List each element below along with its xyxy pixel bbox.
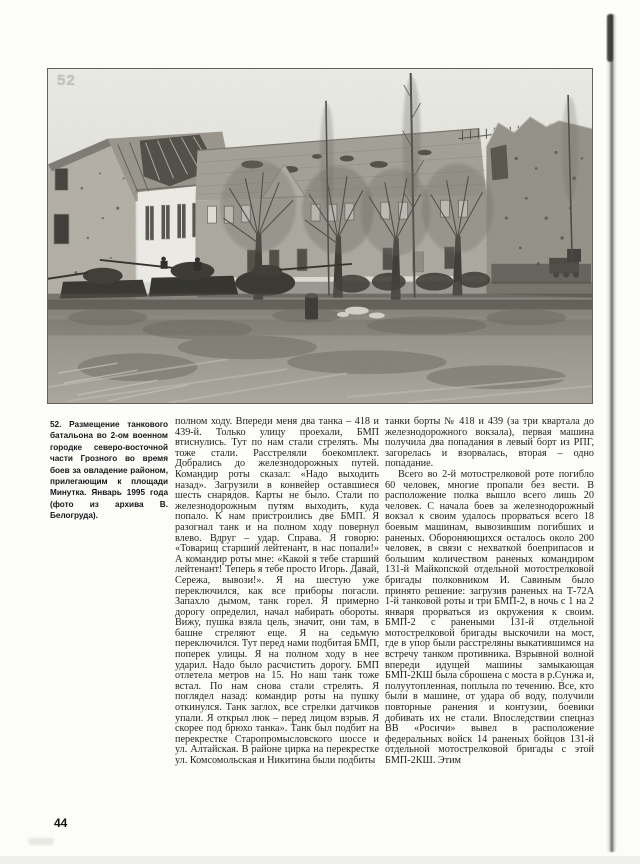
page-edge-shadow-top: [607, 14, 613, 62]
scan-smudge: [28, 838, 54, 845]
war-photo: [47, 68, 593, 404]
body-column-left: [175, 417, 379, 767]
page-edge-shadow: [606, 14, 617, 852]
page-number: 44: [54, 816, 68, 830]
film-grain-overlay: [48, 69, 592, 403]
body-column-right: [385, 417, 594, 767]
photo-caption: 52. Размещение танкового батальона во 2-ом военном городке северо-восточной части Грозного во время боев за овладение районом, прилегающим к площади Минутка. Январь 1995 года (фото из архива В. Белогруда).: [50, 420, 168, 521]
scan-bottom-edge: [0, 856, 640, 864]
photo-number-stamp: 52: [57, 72, 76, 89]
paragraph: полном ходу. Впереди меня два танка – 418 и 439-й. Только улицу проехали, БМП втиснулись. Тут по нам стали стрелять. Мы тоже стали. Расстреляли боекомплект. Добрались до железнодорожных путей. Командир роты сказал: «Надо выходить назад». Загрузили в конвейер оставшиеся шесть снарядов. Карты не было. Стали по железнодорожным путям выходить, куда попало. К нам пристроились две БМП. Я разогнал танк и на полном ходу повернул влево. Вдруг – удар. Справа. Я говорю: «Товарищ старший лейтенант, в нас попали!» А командир роты мне: «Какой я тебе старший лейтенант! Теперь я тебе просто Игорь. Давай, Сережа, вывози!». Я на шестую уже переключился, как все приборы погасли. Запахло дымом, танк горел. Я примерно дорогу определил, начал набирать обороты. Вижу, пушка взяла цель, значит, они там, в башне стреляют еще. Я на седьмую переключился. Тут перед нами подбитая БМП, поперек улицы. Я на полном ходу в нее ударил. Надо было расчистить дорогу. БМП отлетела метров на 15. Но наш танк тоже встал. По нам снова стали стрелять. Я поглядел назад: командир роты на пушку откинулся. Танк заглох, все стрелки датчиков упали. Я открыл люк – перед лицом взрыв. Я скорее под брюхо танка». Танк был подбит на перекрестке Старопромысловского шоссе и ул. Алтайская. В районе цирка на перекрестке ул. Комсомольская и Никитина были подбиты: [175, 416, 379, 766]
photo-illustration: [48, 69, 592, 403]
paragraph: танки борты № 418 и 439 (за три квартала до железнодорожного вокзала), первая машина получила два попадания в левый борт из РПГ, загорелась и взорвалась, вторая – одно попадание.: [385, 416, 594, 470]
paragraph: Всего во 2-й мотострелковой роте погибло 60 человек, многие пропали без вести. В расположение полка вышло всего лишь 20 человек. С начала боев за железнодорожный вокзал к своим удалось прорваться всего 18 боевым машинам, вывозившим погибших и раненых. Обороняющихся осталось около 200 человек, в связи с нехваткой боеприпасов и большим количеством раненых командиром 131-й Майкопской отдельной мотострелковой бригады полковником И. Савиным было принято решение: загрузив раненых на Т-72А 1-й танковой роты и три БМП-2, в ночь с 1 на 2 января прорваться из окружения к своим. БМП-2 с ранеными 131-й отдельной мотострелковой бригады выскочили на мост, где в упор были расстреляны выкатившимся на встречу танком противника. Взрывной волной впереди идущей машины замыкающая БМП-2КШ была сброшена с моста в р.Сунжа и, полуутопленная, поплыла по течению. Все, кто были в машине, от удара об воду, получили повторные ранения и контузии, боевики добивать их не стали. Впоследствии спецназ ВВ «Росичи» вывел в расположение федеральных войск 14 раненых бойцов 131-й отдельной мотострелковой бригады с этой БМП-2КШ. Этим: [385, 468, 594, 766]
